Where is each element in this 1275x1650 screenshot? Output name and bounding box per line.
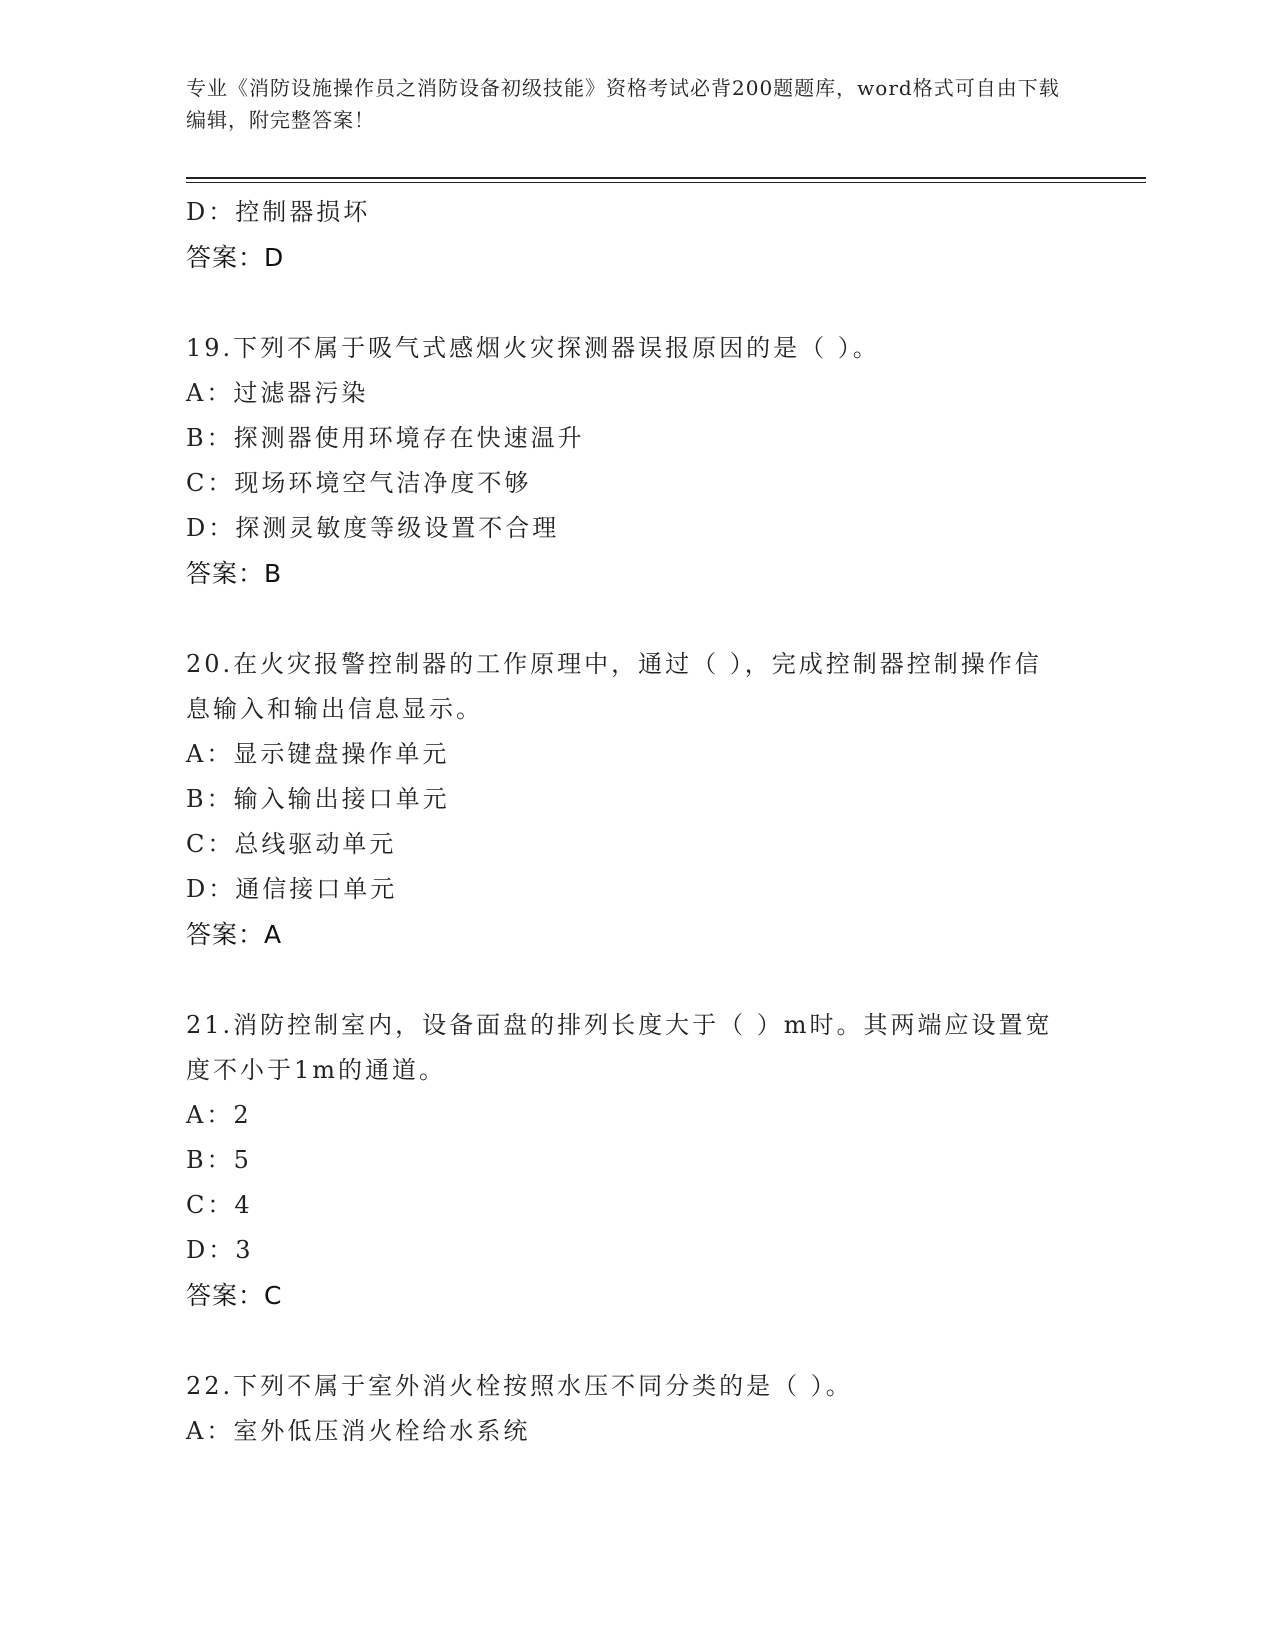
spacer xyxy=(186,596,1086,642)
question-21-option-b: B：5 xyxy=(186,1146,252,1174)
question-22-option-a: A：室外低压消火栓给水系统 xyxy=(186,1417,531,1445)
question-22-text: 22.下列不属于室外消火栓按照水压不同分类的是（ ）。 xyxy=(186,1372,853,1400)
question-19-answer: 答案：B xyxy=(186,559,283,588)
spacer xyxy=(186,1318,1086,1364)
question-21-answer: 答案：C xyxy=(186,1281,283,1310)
question-20-option-d: D：通信接口单元 xyxy=(186,875,398,903)
prev-option-d: D：控制器损坏 xyxy=(186,198,371,226)
header-divider-thin xyxy=(186,182,1146,183)
header-divider-thick xyxy=(186,177,1146,179)
question-19-option-c: C：现场环境空气洁净度不够 xyxy=(186,469,532,497)
spacer xyxy=(186,957,1086,1003)
question-20-text: 20.在火灾报警控制器的工作原理中，通过（ ），完成控制器控制操作信息输入和输出信息显示。 xyxy=(186,650,1042,723)
spacer xyxy=(186,280,1086,326)
question-19-option-a: A：过滤器污染 xyxy=(186,379,369,407)
question-20-option-a: A：显示键盘操作单元 xyxy=(186,740,450,768)
question-21-option-c: C：4 xyxy=(186,1191,253,1219)
question-21-option-a: A：2 xyxy=(186,1101,252,1129)
question-20-option-c: C：总线驱动单元 xyxy=(186,830,397,858)
question-19-option-b: B：探测器使用环境存在快速温升 xyxy=(186,424,585,452)
question-20-answer: 答案：A xyxy=(186,920,283,949)
question-19-text: 19.下列不属于吸气式感烟火灾探测器误报原因的是（ ）。 xyxy=(186,334,880,362)
prev-answer: 答案：D xyxy=(186,243,285,272)
question-21-option-d: D：3 xyxy=(186,1236,254,1264)
question-20-option-b: B：输入输出接口单元 xyxy=(186,785,450,813)
question-21-text: 21.消防控制室内，设备面盘的排列长度大于（ ）m时。其两端应设置宽度不小于1m的通道。 xyxy=(186,1011,1053,1084)
question-list xyxy=(186,190,1086,1454)
question-19-option-d: D：探测灵敏度等级设置不合理 xyxy=(186,514,560,542)
document-header: 专业《消防设施操作员之消防设备初级技能》资格考试必背200题题库，word格式可自由下载编辑，附完整答案！ xyxy=(186,76,1060,132)
